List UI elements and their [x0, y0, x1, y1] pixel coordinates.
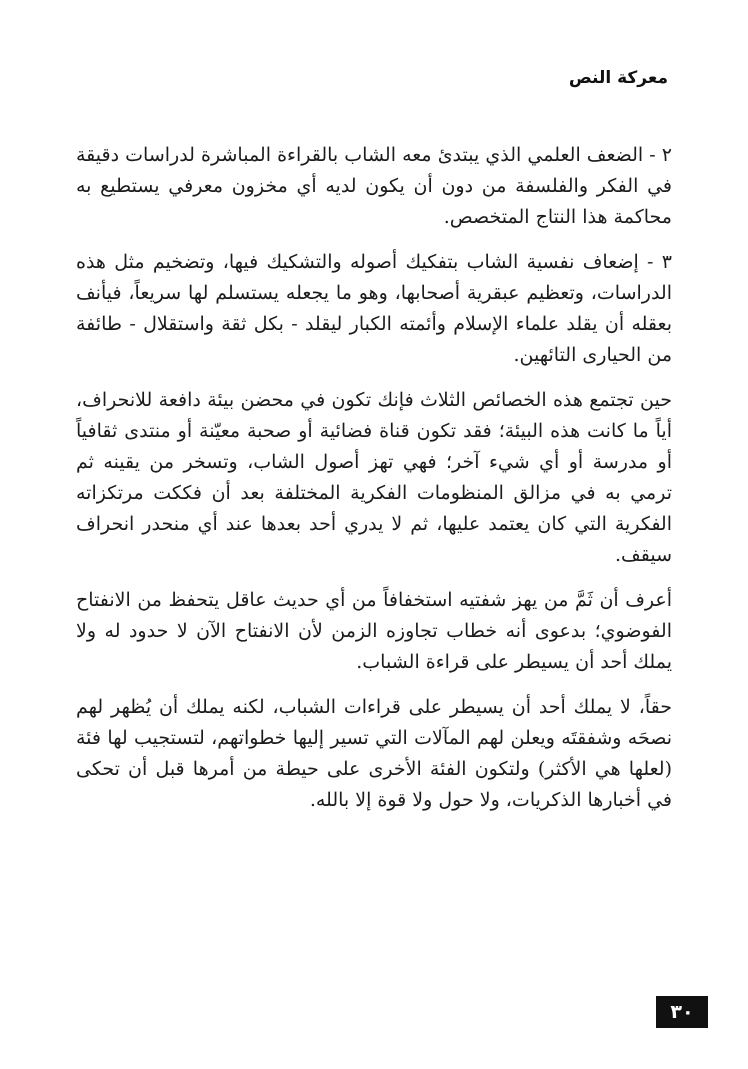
paragraph-environment: حين تجتمع هذه الخصائص الثلاث فإنك تكون في محضن بيئة دافعة للانحراف، أياً ما كانت هذه البيئة؛ فقد تكون قناة فضائية أو صحبة معيّنة أو منتدى ثقافياً أو مدرسة أو أي شيء آخر؛ فهي تهز أصول الشاب، وتسخر من يقينه ثم ترمي به في مزالق المنظومات الفكرية المختلفة بعد أن فككت مرتكزاته الفكرية التي كان يعتمد عليها، ثم لا يدري أحد بعدها عند أي منحدر انحراف سيقف. — [76, 389, 672, 566]
paragraph-point-3: ٣ - إضعاف نفسية الشاب بتفكيك أصوله والتشكيك فيها، وتضخيم مثل هذه الدراسات، وتعظيم عبقرية أصحابها، وهو ما يجعله يستسلم لها سريعاً، فيأنف بعقله أن يقلد علماء الإسلام وأئمته الكبار ليقلد - بكل ثقة واستقلال - طائفة من الحيارى التائهين. — [76, 251, 672, 366]
body-text — [76, 140, 672, 830]
paragraph-objection: أعرف أن ثَمَّ من يهز شفتيه استخفافاً من أي حديث عاقل يتحفظ من الانفتاح الفوضوي؛ بدعوى أنه خطاب تجاوزه الزمن لأن الانفتاح الآن لا حدود له ولا يملك أحد أن يسيطر على قراءة الشباب. — [76, 589, 672, 673]
page-number-badge: ٣٠ — [656, 996, 708, 1028]
paragraph-conclusion: حقاً، لا يملك أحد أن يسيطر على قراءات الشباب، لكنه يملك أن يُظهر لهم نصحَه وشفقتَه ويعلن لهم المآلات التي تسير إليها خطواتهم، لتستجيب لها فئة (لعلها هي الأكثر) ولتكون الفئة الأخرى على حيطة من أمرها قبل أن تحكى في أخبارها الذكريات، ولا حول ولا قوة إلا بالله. — [76, 696, 672, 811]
paragraph-point-2: ٢ - الضعف العلمي الذي يبتدئ معه الشاب بالقراءة المباشرة لدراسات دقيقة في الفكر والفلسفة من دون أن يكون لديه أي مخزون معرفي يستطيع به محاكمة هذا النتاج المتخصص. — [76, 144, 672, 228]
running-header-title: معركة النص — [568, 68, 668, 88]
